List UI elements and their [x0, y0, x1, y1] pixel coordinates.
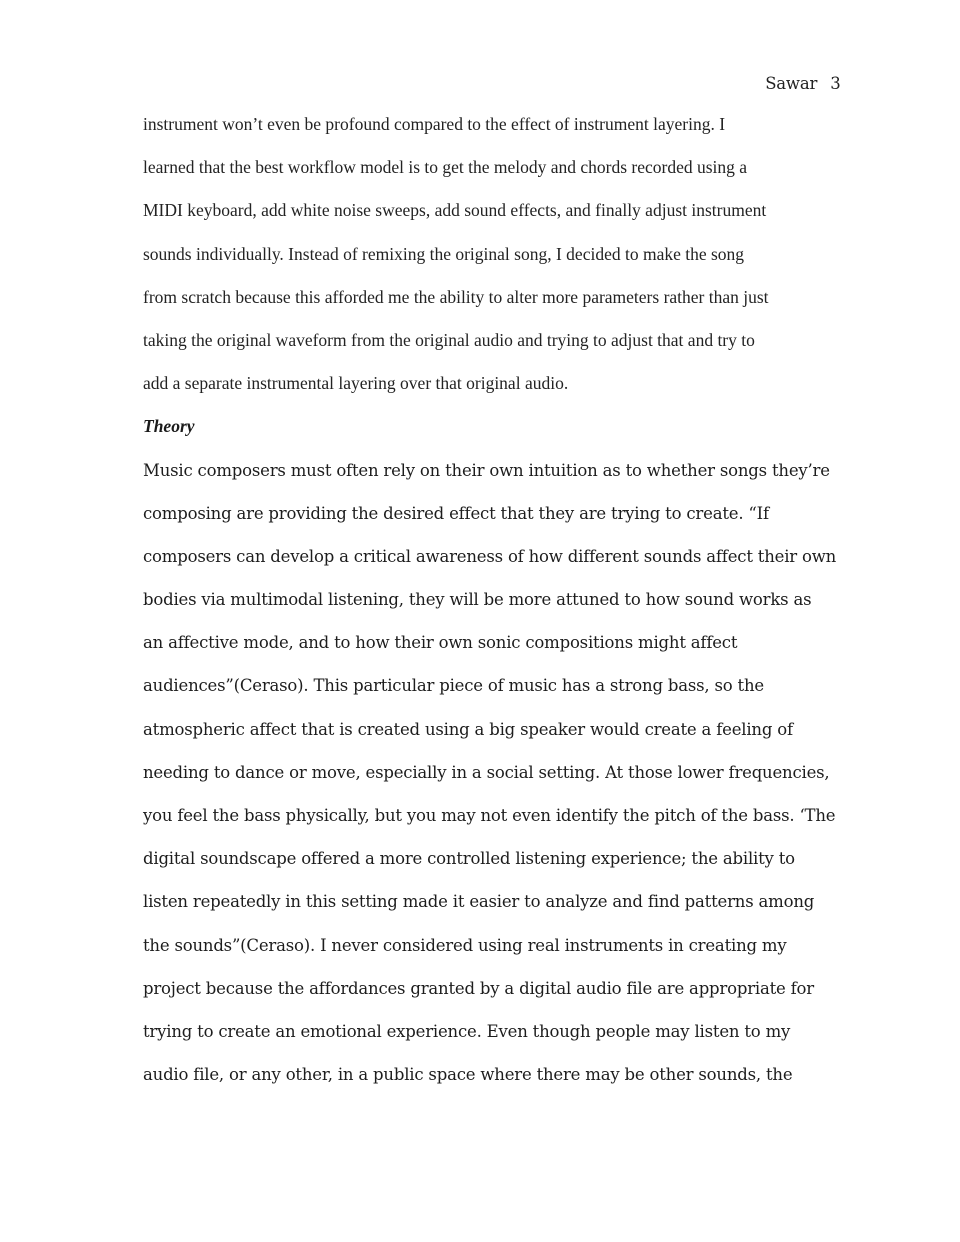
text-line: an affective mode, and to how their own sonic compositions might affect [143, 633, 738, 653]
text-line: composing are providing the desired effect that they are trying to create. “If [143, 503, 769, 523]
text-line: sounds individually. Instead of remixing the original song, I decided to make the song [143, 243, 745, 264]
page-number: 3 [830, 74, 841, 93]
text-line: needing to dance or move, especially in a social setting. At those lower frequencies, [143, 762, 830, 782]
author-last-name: Sawar [765, 74, 818, 93]
text-line: taking the original waveform from the original audio and trying to adjust that and try to [143, 329, 755, 350]
section-heading: Theory [143, 416, 195, 437]
text-line: the sounds”(Ceraso). I never considered using real instruments in creating my [143, 935, 787, 955]
text-line: composers can develop a critical awareness of how different sounds affect their own [143, 546, 837, 566]
text-line: audio file, or any other, in a public space where there may be other sounds, the [143, 1065, 793, 1085]
text-line: audiences”(Ceraso). This particular piece of music has a strong bass, so the [143, 676, 764, 696]
text-line: MIDI keyboard, add white noise sweeps, add sound effects, and finally adjust instrument [143, 200, 767, 221]
text-line: learned that the best workflow model is to get the melody and chords recorded using a [143, 157, 748, 178]
text-line: you feel the bass physically, but you may not even identify the pitch of the bass. ‘The [143, 806, 836, 825]
text-line: from scratch because this afforded me the ability to alter more parameters rather than just [143, 286, 769, 307]
text-line: listen repeatedly in this setting made it easier to analyze and find patterns among [143, 892, 815, 912]
text-line: instrument won’t even be profound compared to the effect of instrument layering. I [143, 114, 726, 134]
text-line: trying to create an emotional experience. Even though people may listen to my [143, 1021, 791, 1041]
text-line: add a separate instrumental layering over that original audio. [143, 373, 569, 394]
essay-body [143, 103, 843, 1096]
text-line: bodies via multimodal listening, they will be more attuned to how sound works as [143, 590, 812, 610]
paragraph-1 [143, 103, 843, 405]
text-line: Music composers must often rely on their own intuition as to whether songs they’re [143, 460, 830, 480]
text-line: atmospheric affect that is created using a big speaker would create a feeling of [143, 719, 793, 739]
paragraph-2 [143, 449, 843, 1097]
text-line: digital soundscape offered a more controlled listening experience; the ability to [143, 849, 795, 869]
text-line: project because the affordances granted by a digital audio file are appropriate for [143, 978, 814, 998]
